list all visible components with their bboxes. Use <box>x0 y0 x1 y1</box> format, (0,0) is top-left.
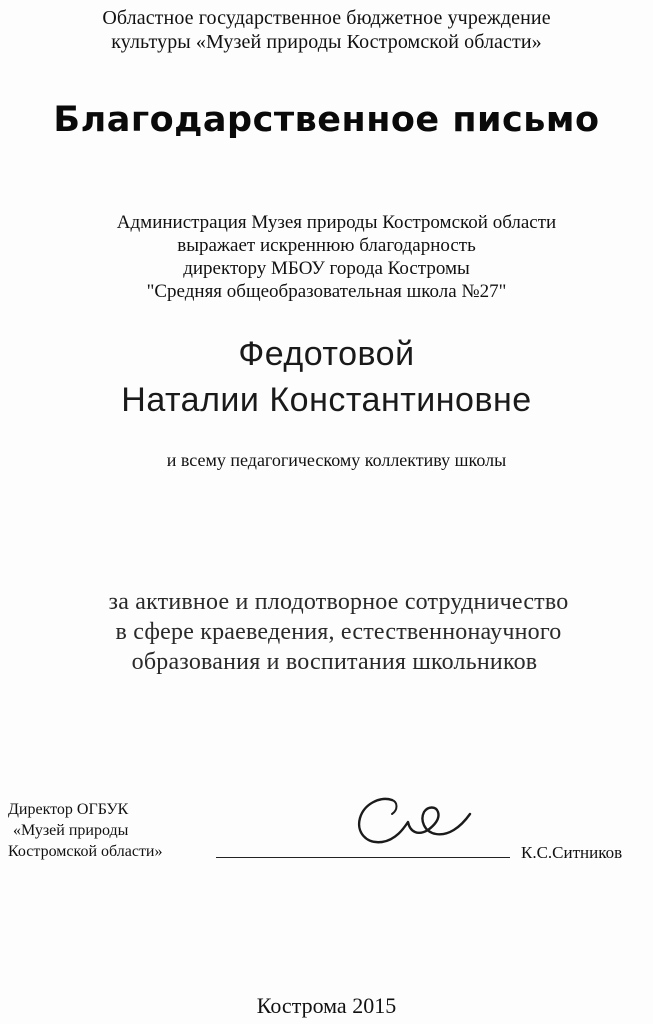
organization-line-1: Областное государственное бюджетное учреждение <box>102 7 551 29</box>
recipient-surname: Федотовой <box>238 335 415 373</box>
signer-position-line-1: Директор ОГБУК <box>8 801 129 818</box>
signer-position-line-3: Костромской области» <box>8 843 163 860</box>
admin-line-1: Администрация Музея природы Костромской области <box>116 212 557 233</box>
admin-line-4: "Средняя общеобразовательная школа №27" <box>146 281 507 302</box>
reason-line-2: в сфере краеведения, естественнонаучного <box>115 619 562 645</box>
admin-line-3: директору МБОУ города Костромы <box>183 258 470 279</box>
document-title: Благодарственное письмо <box>53 100 600 140</box>
signature-line <box>216 857 510 858</box>
signer-position-line-2: «Музей природы <box>13 822 129 839</box>
staff-line: и всему педагогическому коллективу школы <box>166 450 507 470</box>
signer-name: К.С.Ситников <box>521 843 623 862</box>
place-and-year: Кострома 2015 <box>256 993 397 1018</box>
reason-line-3: образования и воспитания школьников <box>131 649 538 675</box>
organization-line-2: культуры «Музей природы Костромской области» <box>111 31 542 53</box>
recipient-given-names: Наталии Константиновне <box>121 381 532 419</box>
reason-line-1: за активное и плодотворное сотрудничество <box>108 589 569 615</box>
handwritten-signature <box>352 792 477 852</box>
admin-line-2: выражает искреннюю благодарность <box>177 235 476 256</box>
